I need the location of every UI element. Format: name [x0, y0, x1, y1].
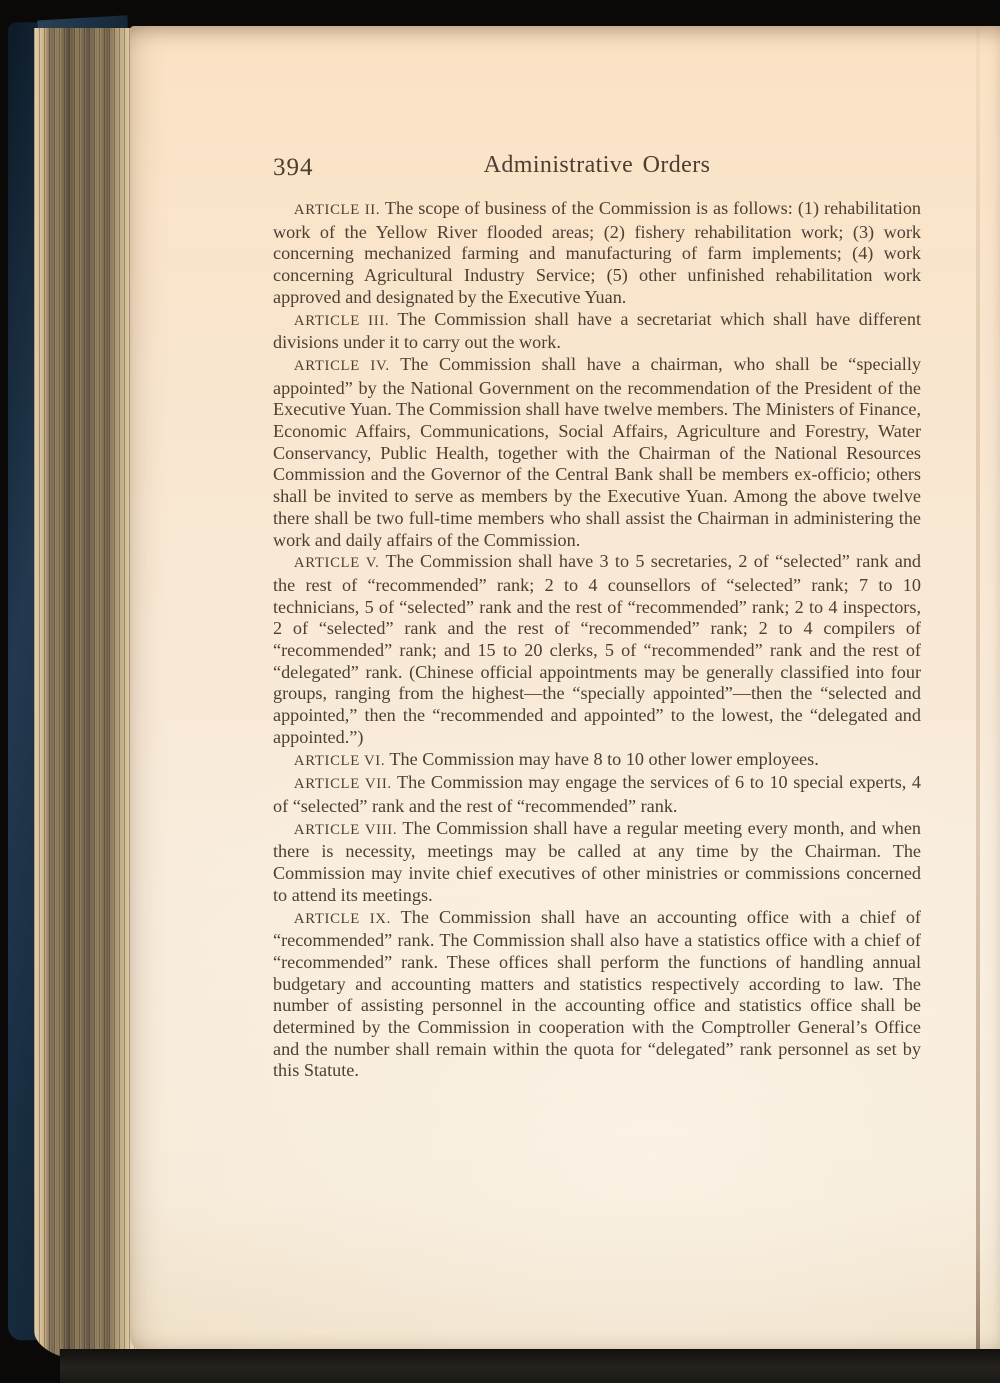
page-body — [273, 198, 921, 1082]
article-paragraph — [273, 818, 921, 907]
article-label: ARTICLE III. — [293, 312, 390, 329]
article-text: The Commission shall have an accounting office with a chief of “recommended” rank. The Commission shall also have a statistics office with a chief of “recommended” rank. These offices shall perform the functions of handling annual budgetary and accounting matters and statistics respectively according to law. The number of assisting personnel in the accounting office and statistics office shall be determined by the Commission in cooperation with the Comptroller General’s Office and the number shall remain within the quota for “delegated” rank personnel as set by this Statute. — [273, 906, 921, 1081]
book-board-shadow — [60, 1349, 1000, 1383]
article-label: ARTICLE IX. — [293, 910, 391, 927]
article-label: ARTICLE VI. — [293, 752, 386, 769]
article-label: ARTICLE II. — [293, 202, 381, 218]
article-paragraph — [273, 907, 921, 1083]
page-number: 394 — [273, 154, 314, 181]
running-head: Administrative Orders — [483, 152, 711, 178]
book-page — [130, 26, 1000, 1352]
article-text: The Commission shall have a chairman, who shall be “specially appointed” by the National Government on the recommendation of the President of the Executive Yuan. The Commission shall have twelve members. The Ministers of Finance, Economic Affairs, Communications, Social Affairs, Agriculture and Forestry, Water Conservancy, Public Health, together with the Chairman of the National Resources Commission and the Governor of the Central Bank shall be members ex-officio; others shall be invited to serve as members by the Executive Yuan. Among the above twelve there shall be two full-time members who shall assist the Chairman in administering the work and daily affairs of the Commission. — [273, 353, 921, 550]
article-text: The Commission may engage the services of 6 to 10 special experts, 4 of “selected” rank and the rest of “recommended” rank. — [273, 772, 922, 816]
article-paragraph — [273, 198, 921, 309]
article-text: The scope of business of the Commission is as follows: (1) rehabilitation work of the Yellow River flooded areas; (2) fishery rehabilitation work; (3) work concerning mechanized farming and manufacturing of farm implements; (4) work concerning Agricultural Industry Service; (5) other unfinished rehabilitation work approved and designated by the Executive Yuan. — [273, 198, 922, 307]
article-label: ARTICLE VII. — [293, 776, 392, 793]
article-paragraph — [273, 354, 921, 551]
page-header — [273, 152, 921, 186]
article-label: ARTICLE IV. — [293, 357, 390, 374]
article-text: The Commission shall have a secretariat which shall have different divisions under it to carry out the work. — [273, 308, 922, 353]
page-edges — [34, 28, 138, 1360]
article-text: The Commission may have 8 to 10 other lower employees. — [389, 748, 819, 769]
article-paragraph — [273, 772, 921, 817]
page-crease — [976, 26, 980, 1352]
article-text: The Commission shall have a regular meeting every month, and when there is necessity, meetings may be called at any time by the Chairman. The Commission may invite chief executives of other ministries or commissions concerned to attend its meetings. — [273, 817, 922, 905]
article-label: ARTICLE V. — [293, 555, 380, 572]
article-paragraph — [273, 749, 921, 773]
article-paragraph — [273, 309, 921, 354]
article-label: ARTICLE VIII. — [293, 821, 398, 838]
article-text: The Commission shall have 3 to 5 secretaries, 2 of “selected” rank and the rest of “recommended” rank; 2 to 4 counsellors of “selected” rank; 7 to 10 technicians, 5 of “selected” rank and the rest of “recommended” rank; 2 to 4 inspectors, 2 of “selected” rank and the rest of “recommended” rank; 2 to 4 compilers of “recommended” rank; and 15 to 20 clerks, 5 of “recommended” rank and the rest of “delegated” rank. (Chinese official appointments may be generally classified into four groups, ranging from the highest—the “specially appointed”—then the “selected and appointed,” then the “recommended and appointed” to the lowest, the “delegated and appointed.”) — [273, 551, 922, 747]
article-paragraph — [273, 551, 921, 748]
